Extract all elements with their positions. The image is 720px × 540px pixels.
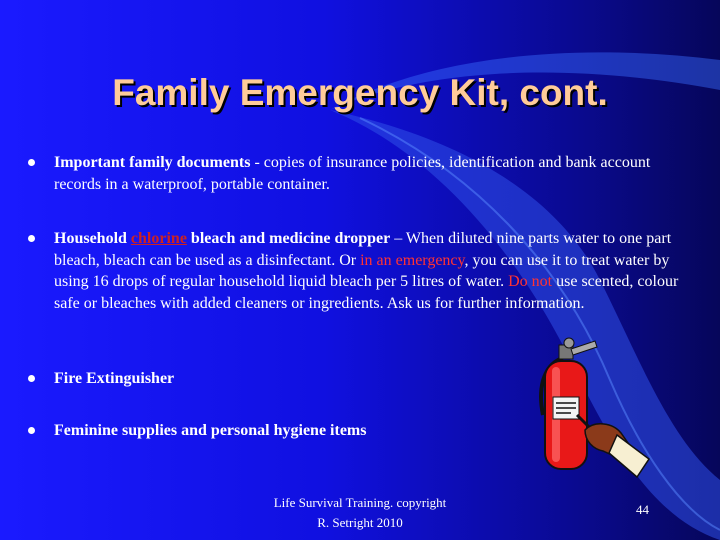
bullet-text: Feminine supplies and personal hygiene items — [54, 422, 367, 439]
bullet-lead: Household — [54, 230, 131, 247]
page-number: 44 — [636, 502, 649, 517]
emphasis-do-not: Do not — [508, 273, 553, 290]
footer-copyright — [250, 493, 470, 533]
bullet-dot-icon — [28, 427, 35, 434]
fire-extinguisher-icon — [525, 335, 660, 485]
bullet-text: Fire Extinguisher — [54, 370, 175, 387]
bullet-text — [54, 228, 700, 314]
bullet-body: , you can use it to treat water by using 16 drops of regular household liquid bleach per 5 litres of water. — [54, 251, 670, 290]
bullet-text — [54, 152, 700, 195]
bullet-dot-icon — [28, 375, 35, 382]
chlorine-link[interactable]: chlorine — [130, 230, 187, 247]
bullet-body: – When diluted nine parts water to one part bleach, bleach can be used as a disinfectant. Or — [54, 230, 672, 269]
footer-line-1: Life Survival Training. copyright — [273, 495, 447, 510]
bullet-lead-cont: bleach and medicine dropper — [186, 230, 391, 247]
bullet-body: use scented, colour safe or bleaches with added cleaners or ingredients. Ask us for further information. — [54, 273, 679, 312]
emphasis-emergency: in an emergency — [360, 251, 465, 269]
footer-line-2: R. Setright 2010 — [317, 515, 403, 530]
slide-title: Family Emergency Kit, cont. — [112, 72, 608, 113]
bullet-lead: Important family documents — [54, 154, 251, 171]
bullet-dot-icon — [28, 159, 35, 166]
bullet-dot-icon — [28, 235, 35, 242]
bullet-body: - copies of insurance policies, identification and bank account records in a waterproof, portable container. — [54, 154, 651, 193]
